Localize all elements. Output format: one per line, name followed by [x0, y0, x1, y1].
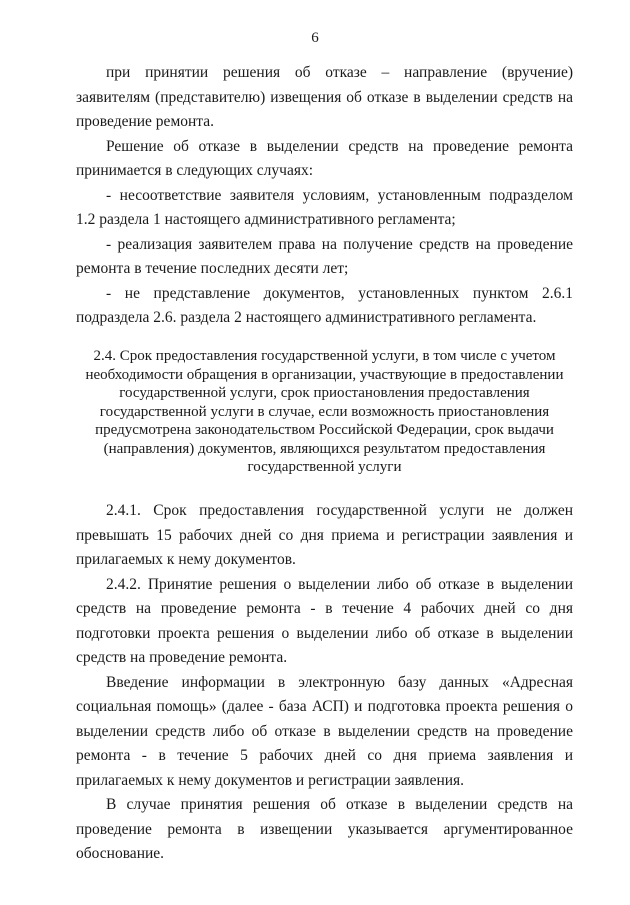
text-block-refusal: [76, 61, 573, 331]
paragraph: 2.4.1. Срок предоставления государственной услуги не должен превышать 15 рабочих дней со дня приема и регистрации заявления и прилагаемых к нему документов.: [76, 502, 573, 568]
list-item: - реализация заявителем права на получение средств на проведение ремонта в течение последних десяти лет;: [76, 235, 573, 277]
list-item: - не представление документов, установленных пунктом 2.6.1 подраздела 2.6. раздела 2 настоящего административного регламента.: [76, 284, 573, 326]
paragraph: 2.4.2. Принятие решения о выделении либо об отказе в выделении средств на проведение ремонта - в течение 4 рабочих дней со дня подготовки проекта решения о выделении либо об отказе в выделении средств на проведение ремонта.: [76, 575, 573, 666]
paragraph: В случае принятия решения об отказе в выделении средств на проведение ремонта в извещении указывается аргументированное обоснование.: [76, 796, 573, 862]
paragraph: при принятии решения об отказе – направление (вручение) заявителям (представителю) извещения об отказе в выделении средств на проведение ремонта.: [76, 64, 573, 130]
text-block-terms: [76, 499, 573, 867]
section-heading: 2.4. Срок предоставления государственной услуги, в том числе с учетом необходимости обращения в организации, участвующие в предоставлении государственной услуги, срок приостановления предоставления государственной услуги в случае, если возможность приостановления предусмотрена законодательством Российской Федерации, срок выдачи (направления) документов, являющихся результатом предоставления государственной услуги: [85, 348, 564, 475]
paragraph: Введение информации в электронную базу данных «Адресная социальная помощь» (далее - база АСП) и подготовка проекта решения о выделении средств либо об отказе в выделении средств на проведение ремонта - в течение 5 рабочих дней со дня приема заявления и прилагаемых к нему документов и регистрации заявления.: [76, 673, 573, 789]
page-number: 6: [311, 30, 319, 46]
paragraph: Решение об отказе в выделении средств на проведение ремонта принимается в следующих случаях:: [76, 137, 573, 179]
list-item: - несоответствие заявителя условиям, установленным подразделом 1.2 раздела 1 настоящего административного регламента;: [76, 186, 573, 228]
